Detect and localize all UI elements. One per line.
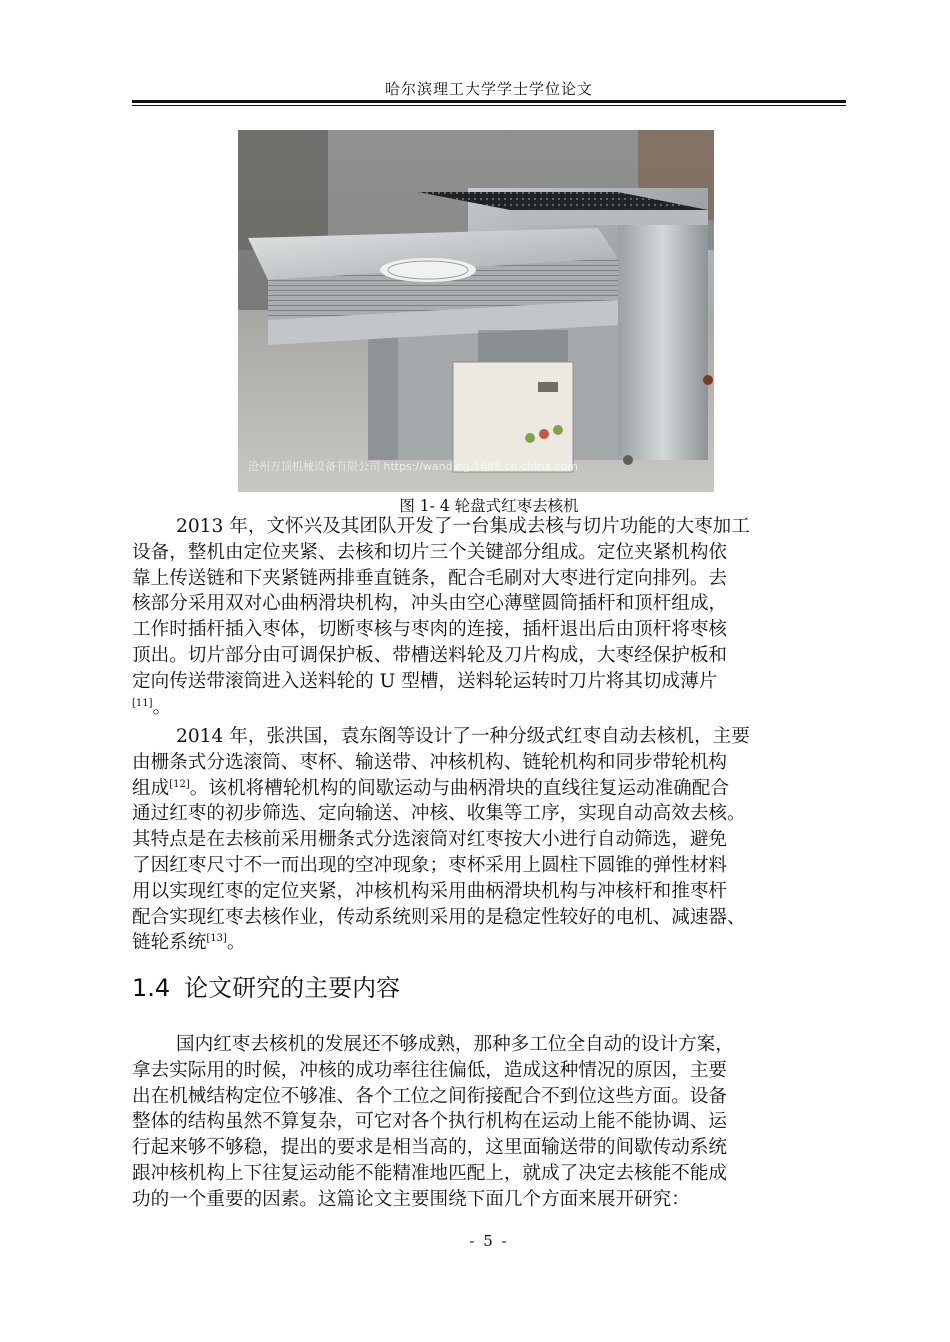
paragraph-2-line: 2014 年，张洪国，袁东阁等设计了一种分级式红枣自动去核机，主要: [176, 726, 750, 747]
citation-13[interactable]: [13]: [206, 933, 227, 945]
photo-watermark: 沧州万顶机械设备有限公司 https://wanding.1688.cn.china.com: [248, 460, 578, 473]
paragraph-3-line: 行起来够不够稳，提出的要求是相当高的，这里面输送带的间歇传动系统: [132, 1137, 728, 1159]
paragraph-2-line: 配合实现红枣去核作业，传动系统则采用的是稳定性较好的电机、减速器、: [132, 906, 746, 928]
paragraph-2-line: [132, 776, 848, 802]
paragraph-3-line: 拿去实际用的时候，冲核的成功率往往偏低，造成这种情况的原因，主要: [132, 1059, 728, 1081]
machine-side-panel: [618, 225, 708, 460]
paragraph-1-line: 2013 年，文怀兴及其团队开发了一台集成去核与切片功能的大枣加工: [176, 516, 750, 537]
paragraph-2-line: [132, 930, 848, 956]
section-number: 1.4: [132, 974, 171, 1002]
paragraph-2-line: 了因红枣尺寸不一而出现的空冲现象；枣杯采用上圆柱下圆锥的弹性材料: [132, 854, 728, 876]
paragraph-2-text: 组成: [132, 777, 170, 799]
figure-photo-jujube-pitting-machine: [238, 130, 714, 492]
paragraph-3: [132, 1032, 848, 1213]
paragraph-2-line: 用以实现红枣的定位夹紧，冲核机构采用曲柄滑块机构与冲核杆和推枣杆: [132, 880, 728, 902]
paragraph-2: [132, 724, 848, 956]
figure-caption: 图 1- 4 轮盘式红枣去核机: [399, 497, 579, 515]
control-button-green-2: [553, 425, 563, 435]
paragraph-2-line: 通过红枣的初步筛选、定向输送、冲核、收集等工序，实现自动高效去核。: [132, 803, 746, 825]
running-header: 哈尔滨理工大学学士学位论文: [384, 80, 593, 98]
paragraph-1-line: 核部分采用双对心曲柄滑块机构，冲头由空心薄壁圆筒插杆和顶杆组成，: [132, 593, 728, 615]
control-box: [453, 362, 573, 472]
paragraph-3-line: 功的一个重要的因素。这篇论文主要围绕下面几个方面来展开研究：: [132, 1188, 690, 1210]
citation-12[interactable]: [12]: [169, 778, 190, 790]
citation-11[interactable]: [11]: [132, 697, 153, 709]
control-button-red: [539, 429, 549, 439]
section-title: 论文研究的主要内容: [184, 974, 401, 1002]
paragraph-2-text: 链轮系统: [132, 932, 207, 954]
header-rule-thin: [132, 105, 846, 106]
paragraph-3-line: 跟冲核机构上下往复运动能不能精准地匹配上，就成了决定去核能不能成: [132, 1162, 728, 1184]
machine-photo-illustration: [238, 130, 714, 492]
paragraph-1-line: 靠上传送链和下夹紧链两排垂直链条，配合毛刷对大枣进行定向排列。去: [132, 567, 728, 589]
paragraph-2-line: 其特点是在去核前采用栅条式分选滚筒对红枣按大小进行自动筛选，避免: [132, 829, 728, 851]
rotary-disc: [380, 258, 476, 282]
paragraph-1-line: 工作时插杆插入枣体，切断枣核与枣肉的连接，插杆退出后由顶杆将枣核: [132, 619, 728, 641]
paragraph-1-line: 定向传送带滚筒进入送料轮的 U 型槽，送料轮运转时刀片将其切成薄片: [132, 670, 718, 692]
paragraph-3-line: 国内红枣去核机的发展还不够成熟，那种多工位全自动的设计方案，: [176, 1034, 734, 1055]
paragraph-3-line: 整体的结构虽然不算复杂，可它对各个执行机构在运动上能不能协调、运: [132, 1111, 728, 1133]
page-number: - 5 -: [469, 1232, 509, 1250]
paragraph-2-text: 。: [226, 932, 246, 954]
paragraph-1-last-line: [132, 695, 848, 721]
paragraph-1-line: 设备，整机由定位夹紧、去核和切片三个关键部分组成。定位夹紧机构依: [132, 541, 728, 563]
section-heading: [132, 968, 400, 1003]
paragraph-1-line: 顶出。切片部分由可调保护板、带槽送料轮及刀片构成，大枣经保护板和: [132, 644, 728, 666]
header-rule-thick: [132, 100, 846, 103]
paragraph-1: [132, 514, 848, 720]
paragraph-2-text: 。该机将槽轮机构的间歇运动与曲柄滑块的直线往复运动准确配合: [189, 777, 729, 799]
paragraph-1-end: 。: [152, 696, 172, 718]
paragraph-2-line: 由栅条式分选滚筒、枣杯、输送带、冲核机构、链轮机构和同步带轮机构: [132, 751, 728, 773]
paragraph-3-line: 出在机械结构定位不够准、各个工位之间衔接配合不到位这些方面。设备: [132, 1085, 728, 1107]
control-button-green: [525, 433, 535, 443]
